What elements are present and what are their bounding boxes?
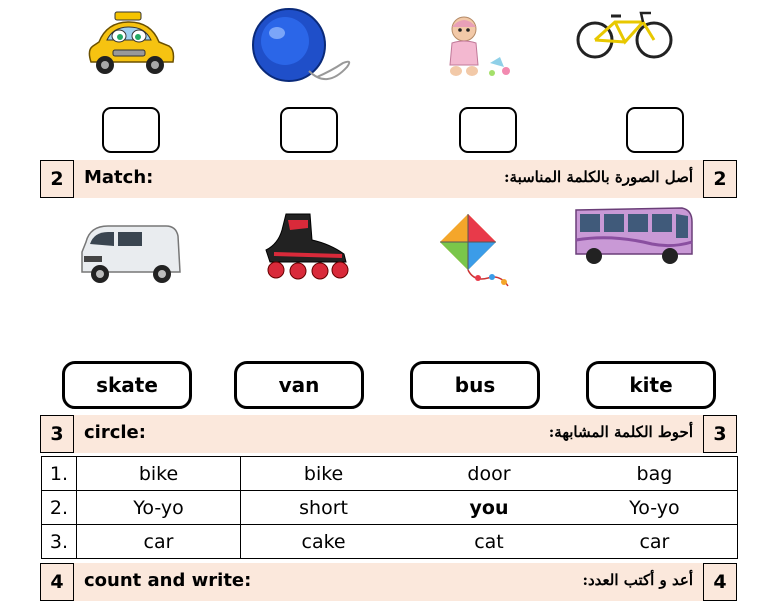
option-word[interactable]: door bbox=[406, 457, 572, 491]
section-2-header bbox=[40, 160, 737, 198]
option-word[interactable]: car bbox=[572, 525, 738, 559]
section-3-number-right: 3 bbox=[703, 415, 737, 453]
section-4-number-left: 4 bbox=[40, 563, 74, 601]
van-picture bbox=[78, 220, 183, 290]
section-4-header bbox=[40, 563, 737, 601]
word-bus-button[interactable]: bus bbox=[410, 361, 540, 409]
option-word[interactable]: bike bbox=[241, 457, 407, 491]
section-3-number-left: 3 bbox=[40, 415, 74, 453]
word-kite-button[interactable]: kite bbox=[586, 361, 716, 409]
word-van-button[interactable]: van bbox=[234, 361, 364, 409]
row-number: 1. bbox=[42, 457, 77, 491]
option-word[interactable]: bag bbox=[572, 457, 738, 491]
option-word[interactable]: short bbox=[241, 491, 407, 525]
section-4-number-right: 4 bbox=[703, 563, 737, 601]
row-number: 3. bbox=[42, 525, 77, 559]
roller-skate-picture bbox=[250, 210, 355, 282]
answer-box-2[interactable] bbox=[280, 107, 338, 153]
section-3-title-arabic: أحوط الكلمة المشابهة: bbox=[548, 423, 693, 441]
yo-yo-picture bbox=[247, 5, 357, 90]
section-2-title-english: Match: bbox=[84, 167, 154, 188]
bicycle-picture bbox=[575, 8, 675, 60]
table-row bbox=[42, 457, 738, 491]
section-2-number-right: 2 bbox=[703, 160, 737, 198]
table-row bbox=[42, 525, 738, 559]
target-word: bike bbox=[77, 457, 241, 491]
answer-box-1[interactable] bbox=[102, 107, 160, 153]
doll-picture bbox=[440, 13, 520, 81]
option-word[interactable]: Yo-yo bbox=[572, 491, 738, 525]
word-skate-button[interactable]: skate bbox=[62, 361, 192, 409]
target-word: car bbox=[77, 525, 241, 559]
taxi-car-picture bbox=[85, 10, 177, 80]
section-4-title-arabic: أعد و أكتب العدد: bbox=[582, 571, 693, 589]
row-number: 2. bbox=[42, 491, 77, 525]
option-word[interactable]: cat bbox=[406, 525, 572, 559]
option-word[interactable]: cake bbox=[241, 525, 407, 559]
answer-box-3[interactable] bbox=[459, 107, 517, 153]
option-word[interactable]: you bbox=[406, 491, 572, 525]
kite-picture bbox=[438, 212, 518, 294]
section-2-title-arabic: أصل الصورة بالكلمة المناسبة: bbox=[504, 168, 693, 186]
circle-words-table bbox=[41, 456, 738, 559]
target-word: Yo-yo bbox=[77, 491, 241, 525]
section-2-number-left: 2 bbox=[40, 160, 74, 198]
section-3-header bbox=[40, 415, 737, 453]
answer-box-4[interactable] bbox=[626, 107, 684, 153]
bus-picture bbox=[572, 204, 697, 268]
section-3-title-english: circle: bbox=[84, 422, 146, 443]
section-4-title-english: count and write: bbox=[84, 570, 252, 591]
table-row bbox=[42, 491, 738, 525]
